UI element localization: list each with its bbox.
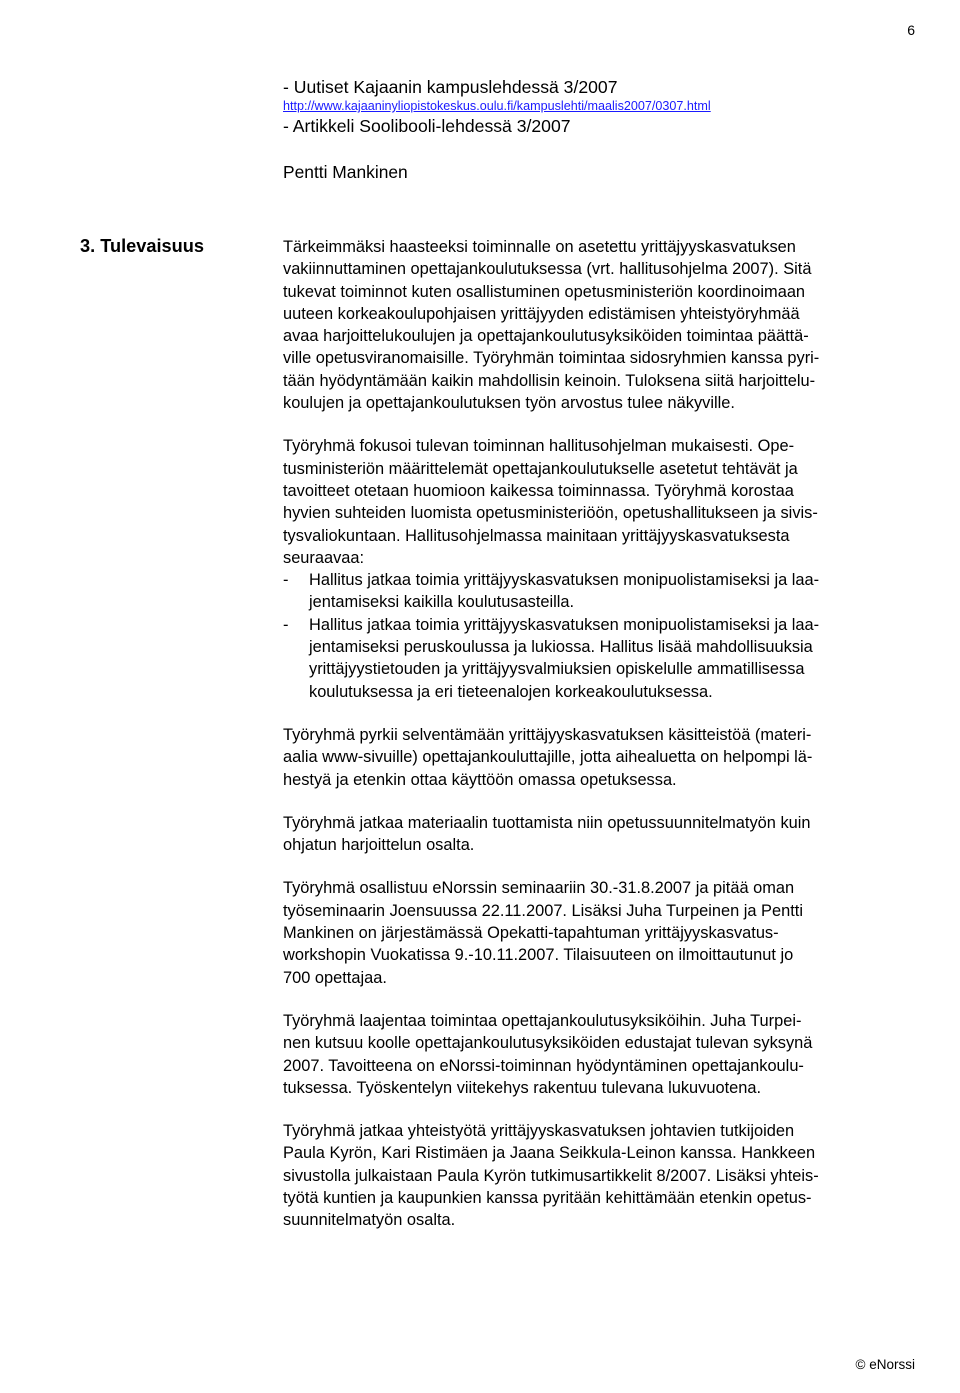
text-line: hestyä ja etenkin ottaa käyttöön omassa opetuksessa.	[283, 770, 677, 789]
text-line: tuksessa. Työskentelyn viitekehys rakentuu tulevana lukuvuotena.	[283, 1078, 762, 1097]
paragraph	[283, 724, 907, 791]
text-line: hyvien suhteiden luomista opetusministeriöön, opetushallitukseen ja sivis-	[283, 504, 818, 523]
text-line: Työryhmä jatkaa yhteistyötä yrittäjyyskasvatuksen johtavien tutkijoiden	[283, 1122, 795, 1141]
text-line: sivustolla julkaistaan Paula Kyrön tutkimusartikkelit 8/2007. Lisäksi yhteis-	[283, 1166, 819, 1185]
text-line: Hallitus jatkaa toimia yrittäjyyskasvatuksen monipuolistamiseksi ja laa-	[309, 571, 820, 590]
text-line: nen kutsuu koolle opettajankoulutusyksiköiden edustajat tulevan syksynä	[283, 1034, 813, 1053]
text-line: tään hyödyntämään kaikin mahdollisin keinoin. Tuloksena siitä harjoittelu-	[283, 371, 816, 390]
paragraph	[283, 877, 907, 988]
text-line: Tärkeimmäksi haasteeksi toiminnalle on asetettu yrittäjyyskasvatuksen	[283, 238, 796, 256]
text-line: Työryhmä osallistuu eNorssin seminaariin 30.-31.8.2007 ja pitää oman	[283, 879, 795, 898]
footer-copyright: © eNorssi	[855, 1357, 915, 1372]
text-line: aalia www-sivuille) opettajankouluttajille, jotta aihealuetta on helpompi lä-	[283, 748, 813, 767]
text-line: koulujen ja opettajankoulutuksen työn arvostus tulee näkyville.	[283, 394, 735, 413]
text-line: tavoitteet otetaan huomioon kaikessa toiminnassa. Työryhmä korostaa	[283, 481, 794, 500]
header-block	[283, 76, 903, 183]
text-line: Työryhmä fokusoi tulevan toiminnan hallitusohjelman mukaisesti. Ope-	[283, 437, 795, 456]
text-line: Työryhmä laajentaa toimintaa opettajankoulutusyksiköihin. Juha Turpei-	[283, 1011, 802, 1030]
text-line: jentamiseksi kaikilla koulutusasteilla.	[309, 593, 575, 612]
paragraph	[283, 812, 907, 857]
text-line: Paula Kyrön, Kari Ristimäen ja Jaana Seikkula-Leinon kanssa. Hankkeen	[283, 1144, 816, 1163]
bullet-dash: -	[283, 571, 289, 590]
text-line: tusministeriön määrittelemät opettajankoulutukselle asetetut tehtävät ja	[283, 459, 798, 478]
text-line: työseminaarin Joensuussa 22.11.2007. Lisäksi Juha Turpeinen ja Pentti	[283, 901, 803, 920]
text-line: tukevat toiminnot kuten osallistuminen opetusministeriön koordinoimaan	[283, 282, 806, 301]
text-line: seuraavaa:	[283, 548, 365, 567]
text-line: 2007. Tavoitteena on eNorssi-toiminnan hyödyntäminen opettajankoulu-	[283, 1056, 804, 1075]
paragraph	[283, 1120, 907, 1231]
text-line: Työryhmä pyrkii selventämään yrittäjyyskasvatuksen käsitteistöä (materi-	[283, 725, 812, 744]
text-line: workshopin Vuokatissa 9.-10.11.2007. Tilaisuuteen on ilmoittautunut jo	[283, 946, 794, 965]
section-body	[283, 236, 907, 1232]
bullet-item	[283, 614, 907, 703]
text-line: vakiinnuttaminen opettajankoulutuksessa (vrt. hallitusohjelma 2007). Sitä	[283, 260, 812, 279]
text-line: ville opetusviranomaisille. Työryhmän toimintaa sidosryhmien kanssa pyri-	[283, 349, 820, 368]
text-line: tysvaliokuntaan. Hallitusohjelmassa mainitaan yrittäjyyskasvatuksesta	[283, 526, 790, 545]
text-line: uuteen korkeakoulupohjaisen yrittäjyyden edistämisen yhteistyöryhmää	[283, 304, 800, 323]
text-line: ohjatun harjoittelun osalta.	[283, 836, 475, 855]
text-line: koulutuksessa ja eri tieteenalojen korkeakoulutuksessa.	[309, 682, 713, 701]
kampuslehti-link[interactable]: http://www.kajaaninyliopistokeskus.oulu.fi/kampuslehti/maalis2007/0307.html	[283, 99, 711, 113]
bullet-dash: -	[283, 615, 289, 634]
text-line: Mankinen on järjestämässä Opekatti-tapahtuman yrittäjyyskasvatus-	[283, 924, 779, 943]
section-heading: 3. Tulevaisuus	[80, 236, 204, 256]
paragraph	[283, 236, 907, 414]
text-line: Hallitus jatkaa toimia yrittäjyyskasvatuksen monipuolistamiseksi ja laa-	[309, 615, 820, 634]
paragraph	[283, 435, 907, 703]
text-line: työtä kuntien ja kaupunkien kanssa pyritään kehittämään etenkin opetus-	[283, 1188, 812, 1207]
text-line: avaa harjoittelukoulujen ja opettajankoulutusyksiköiden toimintaa päättä-	[283, 327, 809, 346]
text-line: Työryhmä jatkaa materiaalin tuottamista niin opetussuunnitelmatyön kuin	[283, 813, 811, 832]
page-number: 6	[907, 22, 915, 38]
news-item-kampuslehti: - Uutiset Kajaanin kampuslehdessä 3/2007	[283, 77, 618, 97]
bullet-item	[283, 569, 907, 614]
text-line: suunnitelmatyön osalta.	[283, 1211, 456, 1230]
text-line: jentamiseksi peruskoulussa ja lukiossa. Hallitus lisää mahdollisuuksia	[309, 638, 813, 657]
news-item-soolibooli: - Artikkeli Soolibooli-lehdessä 3/2007	[283, 116, 571, 136]
text-line: yrittäjyystietouden ja yrittäjyysvalmiuksien opiskelulle ammatillisessa	[309, 660, 805, 679]
text-line: 700 opettajaa.	[283, 968, 387, 987]
paragraph	[283, 1010, 907, 1099]
author-name: Pentti Mankinen	[283, 162, 408, 182]
